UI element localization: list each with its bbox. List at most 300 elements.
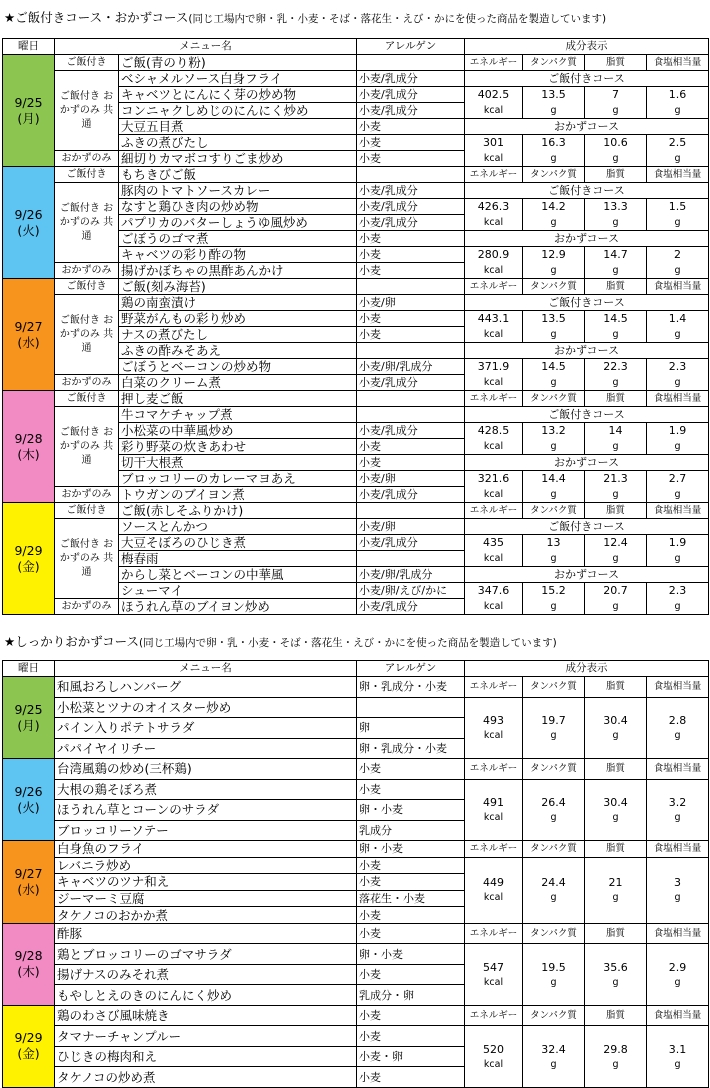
nutrition-label-protein: タンパク質 (523, 391, 585, 407)
weekday: (火) (17, 222, 40, 238)
day-cell (3, 279, 55, 391)
unit-label: g (550, 1058, 557, 1070)
weekday: (金) (17, 558, 40, 574)
unit-label: g (585, 151, 647, 167)
unit-label: g (647, 215, 709, 231)
nutrition-label-fat: 脂質 (585, 503, 647, 519)
unit-label: g (647, 375, 709, 391)
unit-label: g (647, 439, 709, 455)
day-cell (3, 841, 55, 924)
unit-label: g (523, 263, 585, 279)
date: 9/25 (14, 94, 43, 110)
menu-item-allergen: 小麦 (357, 759, 465, 780)
weekday: (月) (17, 717, 40, 733)
unit-label: g (585, 103, 647, 119)
menu-item-name: 彩り野菜の炊きあわせ (119, 439, 357, 455)
rice-energy-value: 435 (465, 535, 523, 551)
menu-row (3, 759, 709, 780)
okazu-protein-value: 15.2 (523, 583, 585, 599)
menu-row (3, 55, 709, 71)
nutrition-label-protein: タンパク質 (523, 677, 585, 698)
nutrition-label-protein: タンパク質 (523, 167, 585, 183)
menu-item-name: コンニャクしめじのにんにく炒め (119, 103, 357, 119)
header-menu: メニュー名 (55, 661, 357, 677)
nutrition-label-fat: 脂質 (585, 279, 647, 295)
nutrition-salt-value (647, 857, 709, 923)
rice-salt-value: 1.5 (647, 199, 709, 215)
course-okazu-label: おかずコース (465, 567, 709, 583)
okazu-fat-value: 20.7 (585, 583, 647, 599)
menu-item-allergen: 小麦 (357, 151, 465, 167)
menu-item-name: ブロッコリーソテー (55, 820, 357, 841)
unit-label: g (523, 375, 585, 391)
unit-label: kcal (465, 215, 523, 231)
menu-item-name: ご飯(赤しそふりかけ) (119, 503, 357, 519)
menu-item-name: ソースとんかつ (119, 519, 357, 535)
menu-item-allergen: 小麦/乳成分 (357, 215, 465, 231)
category-common: ご飯付き おかずのみ 共通 (55, 407, 119, 487)
okazu-salt-value: 2.3 (647, 359, 709, 375)
nutrition-label-fat: 脂質 (585, 167, 647, 183)
weekday: (月) (17, 110, 40, 126)
section2-note: (同じ工場内で卵・乳・小麦・そば・落花生・えび・かにを使った商品を製造しています) (138, 637, 557, 649)
menu-item-allergen: 小麦/卵/乳成分 (357, 359, 465, 375)
menu-item-allergen: 小麦 (357, 247, 465, 263)
unit-label: g (585, 599, 647, 615)
nutrition-value: 30.4 (603, 795, 628, 809)
nutrition-label-salt: 食塩相当量 (647, 677, 709, 698)
menu-item-name: からし菜とベーコンの中華風 (119, 567, 357, 583)
day-cell (3, 503, 55, 615)
nutrition-salt-value (647, 779, 709, 841)
unit-label: g (550, 892, 557, 904)
menu-item-name: キャベツとにんにく芽の炒め物 (119, 87, 357, 103)
menu-row (3, 677, 709, 698)
okazu-fat-value: 10.6 (585, 135, 647, 151)
nutrition-label-protein: タンパク質 (523, 55, 585, 71)
menu-item-allergen: 小麦 (357, 874, 465, 891)
nutrition-label-salt: 食塩相当量 (647, 391, 709, 407)
unit-label: g (674, 1058, 681, 1070)
section1-note: (同じ工場内で卵・乳・小麦・そば・落花生・えび・かにを使った商品を製造しています) (188, 13, 607, 25)
menu-row (3, 151, 709, 167)
menu-row (3, 1026, 709, 1047)
unit-label: g (585, 375, 647, 391)
menu-item-name: タケノコの炒め煮 (55, 1067, 357, 1088)
okazu-protein-value: 12.9 (523, 247, 585, 263)
unit-label: kcal (465, 487, 523, 503)
header-allergen: アレルゲン (357, 661, 465, 677)
nutrition-fat-value (585, 857, 647, 923)
menu-item-allergen: 卵・乳成分・小麦 (357, 738, 465, 759)
nutrition-label-energy: エネルギー (465, 279, 523, 295)
rice-energy-value: 426.3 (465, 199, 523, 215)
menu-item-allergen: 小麦/乳成分 (357, 423, 465, 439)
category-okazu: おかずのみ (55, 599, 119, 615)
course-rice-label: ご飯付きコース (465, 71, 709, 87)
okazu-salt-value: 2.7 (647, 471, 709, 487)
menu-item-allergen: 小麦 (357, 311, 465, 327)
unit-label: kcal (483, 892, 504, 904)
menu-item-name: 台湾風鶏の炒め(三杯鶏) (55, 759, 357, 780)
nutrition-value: 35.6 (603, 960, 628, 974)
day-cell (3, 923, 55, 1005)
unit-label: g (523, 487, 585, 503)
header-nutrition: 成分表示 (465, 661, 709, 677)
menu-item-name: キャベツのツナ和え (55, 874, 357, 891)
course-rice-label: ご飯付きコース (465, 295, 709, 311)
rice-protein-value: 13.2 (523, 423, 585, 439)
unit-label: kcal (465, 375, 523, 391)
course-rice-label: ご飯付きコース (465, 183, 709, 199)
nutrition-label-protein: タンパク質 (523, 279, 585, 295)
menu-item-allergen: 小麦 (357, 1067, 465, 1088)
menu-row (3, 779, 709, 800)
unit-label: g (674, 976, 681, 988)
okazu-energy-value: 347.6 (465, 583, 523, 599)
menu-item-allergen: 落花生・小麦 (357, 890, 465, 907)
unit-label: g (647, 327, 709, 343)
nutrition-label-energy: エネルギー (465, 503, 523, 519)
menu-item-allergen: 卵 (357, 718, 465, 739)
date: 9/28 (14, 430, 43, 446)
menu-item-allergen: 小麦 (357, 439, 465, 455)
unit-label: g (550, 729, 557, 741)
unit-label: g (523, 215, 585, 231)
menu-item-allergen: 小麦/卵 (357, 519, 465, 535)
nutrition-salt-value (647, 697, 709, 759)
nutrition-label-protein: タンパク質 (523, 841, 585, 858)
menu-item-name: パプリカのバターしょうゆ風炒め (119, 215, 357, 231)
course-okazu-label: おかずコース (465, 455, 709, 471)
menu-item-allergen: 卵・乳成分・小麦 (357, 677, 465, 698)
rice-protein-value: 13.5 (523, 311, 585, 327)
menu-item-name: タケノコのおかか煮 (55, 907, 357, 924)
menu-item-allergen: 小麦/乳成分 (357, 375, 465, 391)
menu-item-allergen (357, 407, 465, 423)
nutrition-protein-value (523, 697, 585, 759)
unit-label: g (523, 327, 585, 343)
unit-label: g (647, 263, 709, 279)
nutrition-value: 3.1 (668, 1042, 687, 1056)
menu-item-allergen: 小麦/乳成分 (357, 535, 465, 551)
unit-label: kcal (483, 729, 504, 741)
menu-item-allergen: 小麦 (357, 907, 465, 924)
menu-row (3, 71, 709, 87)
nutrition-value: 520 (483, 1042, 504, 1056)
menu-item-allergen: 卵・小麦 (357, 800, 465, 821)
unit-label: kcal (465, 439, 523, 455)
category-common: ご飯付き おかずのみ 共通 (55, 519, 119, 599)
menu-item-allergen: 小麦/乳成分 (357, 599, 465, 615)
menu-item-allergen: 小麦 (357, 135, 465, 151)
rice-energy-value: 443.1 (465, 311, 523, 327)
nutrition-label-fat: 脂質 (585, 55, 647, 71)
category-common: ご飯付き おかずのみ 共通 (55, 183, 119, 263)
menu-item-name: ジーマーミ豆腐 (55, 890, 357, 907)
day-cell (3, 391, 55, 503)
nutrition-value: 493 (483, 713, 504, 727)
unit-label: kcal (465, 151, 523, 167)
menu-row (3, 1005, 709, 1026)
rice-fat-value: 7 (585, 87, 647, 103)
menu-row (3, 599, 709, 615)
unit-label: kcal (465, 263, 523, 279)
menu-item-name: ほうれん草のブイヨン炒め (119, 599, 357, 615)
menu-item-allergen: 乳成分 (357, 820, 465, 841)
rice-fat-value: 14.5 (585, 311, 647, 327)
unit-label: g (523, 551, 585, 567)
nutrition-label-salt: 食塩相当量 (647, 167, 709, 183)
unit-label: g (585, 327, 647, 343)
menu-item-allergen (357, 503, 465, 519)
unit-label: g (585, 215, 647, 231)
header-nutrition: 成分表示 (465, 39, 709, 55)
menu-item-name: 和風おろしハンバーグ (55, 677, 357, 698)
section2-title (4, 632, 557, 650)
nutrition-label-salt: 食塩相当量 (647, 923, 709, 944)
menu-row (3, 841, 709, 858)
course-rice-label: ご飯付きコース (465, 519, 709, 535)
menu-item-name: 小松菜の中華風炒め (119, 423, 357, 439)
menu-item-name: ナスの煮びたし (119, 327, 357, 343)
menu-item-name: 揚げナスのみそれ煮 (55, 964, 357, 985)
menu-item-allergen: 小麦/乳成分 (357, 183, 465, 199)
menu-item-name: 切干大根煮 (119, 455, 357, 471)
course-okazu-label: おかずコース (465, 343, 709, 359)
unit-label: g (647, 151, 709, 167)
menu-item-name: 白菜のクリーム煮 (119, 375, 357, 391)
date: 9/28 (14, 948, 43, 964)
category-common: ご飯付き おかずのみ 共通 (55, 295, 119, 375)
menu-row (3, 697, 709, 718)
menu-row (3, 279, 709, 295)
menu-item-name: ご飯(刻み海苔) (119, 279, 357, 295)
nutrition-label-energy: エネルギー (465, 1005, 523, 1026)
date: 9/25 (14, 701, 43, 717)
unit-label: g (647, 551, 709, 567)
menu-row (3, 407, 709, 423)
menu-item-allergen (357, 279, 465, 295)
menu-row (3, 295, 709, 311)
rice-salt-value: 1.9 (647, 423, 709, 439)
nutrition-value: 2.9 (668, 960, 687, 974)
nutrition-label-fat: 脂質 (585, 841, 647, 858)
nutrition-label-energy: エネルギー (465, 923, 523, 944)
menu-item-name: 大豆五目煮 (119, 119, 357, 135)
menu-row (3, 375, 709, 391)
menu-item-allergen: 小麦/卵 (357, 471, 465, 487)
nutrition-label-fat: 脂質 (585, 759, 647, 780)
menu-item-name: もやしとえのきのにんにく炒め (55, 985, 357, 1006)
course-okazu-label: おかずコース (465, 231, 709, 247)
nutrition-label-energy: エネルギー (465, 677, 523, 698)
header-allergen: アレルゲン (357, 39, 465, 55)
okazu-protein-value: 14.4 (523, 471, 585, 487)
menu-item-name: ごぼうとベーコンの炒め物 (119, 359, 357, 375)
menu-item-allergen: 小麦 (357, 327, 465, 343)
category-okazu: おかずのみ (55, 151, 119, 167)
unit-label: kcal (465, 103, 523, 119)
menu-item-name: 鶏の南蛮漬け (119, 295, 357, 311)
nutrition-value: 491 (483, 795, 504, 809)
menu-item-name: ごぼうのゴマ煮 (119, 231, 357, 247)
nutrition-label-energy: エネルギー (465, 55, 523, 71)
weekday: (火) (17, 799, 40, 815)
menu-item-allergen: 小麦 (357, 964, 465, 985)
nutrition-protein-value (523, 779, 585, 841)
date: 9/29 (14, 542, 43, 558)
unit-label: kcal (465, 551, 523, 567)
menu-item-name: キャベツの彩り酢の物 (119, 247, 357, 263)
rice-protein-value: 14.2 (523, 199, 585, 215)
nutrition-fat-value (585, 779, 647, 841)
unit-label: kcal (483, 1058, 504, 1070)
category-rice: ご飯付き (55, 503, 119, 519)
menu-item-name: 鶏のわさび風味焼き (55, 1005, 357, 1026)
okazu-salt-value: 2.5 (647, 135, 709, 151)
rice-protein-value: 13 (523, 535, 585, 551)
nutrition-energy-value (465, 779, 523, 841)
menu-item-name: トウガンのブイヨン煮 (119, 487, 357, 503)
okazu-energy-value: 371.9 (465, 359, 523, 375)
menu-item-name: シューマイ (119, 583, 357, 599)
menu-item-name: パパイヤイリチー (55, 738, 357, 759)
unit-label: g (612, 1058, 619, 1070)
menu-row (3, 263, 709, 279)
course1-table (2, 38, 709, 615)
menu-item-allergen: 卵・小麦 (357, 841, 465, 858)
rice-fat-value: 13.3 (585, 199, 647, 215)
date: 9/26 (14, 783, 43, 799)
header-menu: メニュー名 (55, 39, 357, 55)
nutrition-value: 26.4 (541, 795, 566, 809)
unit-label: g (674, 729, 681, 741)
unit-label: kcal (483, 976, 504, 988)
day-cell (3, 167, 55, 279)
unit-label: g (523, 103, 585, 119)
menu-row (3, 487, 709, 503)
menu-item-allergen: 小麦/乳成分 (357, 71, 465, 87)
nutrition-value: 32.4 (541, 1042, 566, 1056)
nutrition-value: 547 (483, 960, 504, 974)
menu-item-allergen: 小麦/卵 (357, 295, 465, 311)
menu-item-allergen (357, 55, 465, 71)
unit-label: g (585, 263, 647, 279)
nutrition-label-protein: タンパク質 (523, 503, 585, 519)
menu-item-name: 梅春雨 (119, 551, 357, 567)
menu-item-allergen: 小麦/卵/えび/かに (357, 583, 465, 599)
unit-label: g (647, 487, 709, 503)
nutrition-label-fat: 脂質 (585, 677, 647, 698)
menu-item-allergen: 小麦 (357, 1026, 465, 1047)
menu-item-name: 押し麦ご飯 (119, 391, 357, 407)
menu-row (3, 183, 709, 199)
nutrition-value: 29.8 (603, 1042, 628, 1056)
menu-item-name: 細切りカマボコすりごま炒め (119, 151, 357, 167)
nutrition-label-energy: エネルギー (465, 841, 523, 858)
okazu-protein-value: 14.5 (523, 359, 585, 375)
nutrition-fat-value (585, 697, 647, 759)
nutrition-value: 449 (483, 876, 504, 890)
menu-row (3, 391, 709, 407)
nutrition-value: 24.4 (541, 876, 566, 890)
weekday: (水) (17, 334, 40, 350)
menu-item-allergen: 小麦 (357, 119, 465, 135)
nutrition-salt-value (647, 1026, 709, 1088)
unit-label: g (585, 487, 647, 503)
header-day: 曜日 (3, 39, 55, 55)
rice-fat-value: 14 (585, 423, 647, 439)
okazu-salt-value: 2 (647, 247, 709, 263)
menu-item-allergen (357, 167, 465, 183)
menu-item-allergen: 小麦・卵 (357, 1046, 465, 1067)
okazu-salt-value: 2.3 (647, 583, 709, 599)
okazu-protein-value: 16.3 (523, 135, 585, 151)
date: 9/27 (14, 865, 43, 881)
category-rice: ご飯付き (55, 167, 119, 183)
menu-item-name: なすと鶏ひき肉の炒め物 (119, 199, 357, 215)
menu-item-allergen: 小麦/卵/乳成分 (357, 567, 465, 583)
menu-item-name: 酢豚 (55, 923, 357, 944)
category-okazu: おかずのみ (55, 487, 119, 503)
unit-label: g (612, 976, 619, 988)
nutrition-value: 21 (608, 876, 623, 890)
course2-table (2, 660, 709, 1088)
day-cell (3, 759, 55, 841)
category-rice: ご飯付き (55, 55, 119, 71)
category-common: ご飯付き おかずのみ 共通 (55, 71, 119, 151)
section1-title-text: ★ご飯付きコース・おかずコース (4, 10, 189, 25)
header-day: 曜日 (3, 661, 55, 677)
nutrition-value: 19.7 (541, 713, 566, 727)
nutrition-protein-value (523, 1026, 585, 1088)
menu-item-name: レバニラ炒め (55, 857, 357, 874)
rice-salt-value: 1.4 (647, 311, 709, 327)
menu-item-allergen: 小麦 (357, 231, 465, 247)
menu-row (3, 944, 709, 965)
menu-row (3, 503, 709, 519)
menu-item-name: 鶏とブロッコリーのゴマサラダ (55, 944, 357, 965)
nutrition-label-energy: エネルギー (465, 391, 523, 407)
nutrition-label-protein: タンパク質 (523, 759, 585, 780)
menu-item-name: タマナーチャンプルー (55, 1026, 357, 1047)
menu-row (3, 857, 709, 874)
menu-item-name: ご飯(青のり粉) (119, 55, 357, 71)
nutrition-label-salt: 食塩相当量 (647, 841, 709, 858)
okazu-fat-value: 22.3 (585, 359, 647, 375)
menu-item-name: ベシャメルソース白身フライ (119, 71, 357, 87)
nutrition-fat-value (585, 944, 647, 1006)
rice-fat-value: 12.4 (585, 535, 647, 551)
nutrition-label-fat: 脂質 (585, 391, 647, 407)
menu-item-allergen: 小麦 (357, 455, 465, 471)
okazu-energy-value: 280.9 (465, 247, 523, 263)
menu-item-name: 牛コマケチャップ煮 (119, 407, 357, 423)
rice-energy-value: 428.5 (465, 423, 523, 439)
day-cell (3, 1005, 55, 1087)
unit-label: kcal (483, 811, 504, 823)
unit-label: g (523, 599, 585, 615)
nutrition-protein-value (523, 944, 585, 1006)
nutrition-energy-value (465, 1026, 523, 1088)
unit-label: g (612, 811, 619, 823)
nutrition-value: 19.5 (541, 960, 566, 974)
menu-row (3, 519, 709, 535)
menu-row (3, 167, 709, 183)
nutrition-label-salt: 食塩相当量 (647, 1005, 709, 1026)
category-rice: ご飯付き (55, 279, 119, 295)
